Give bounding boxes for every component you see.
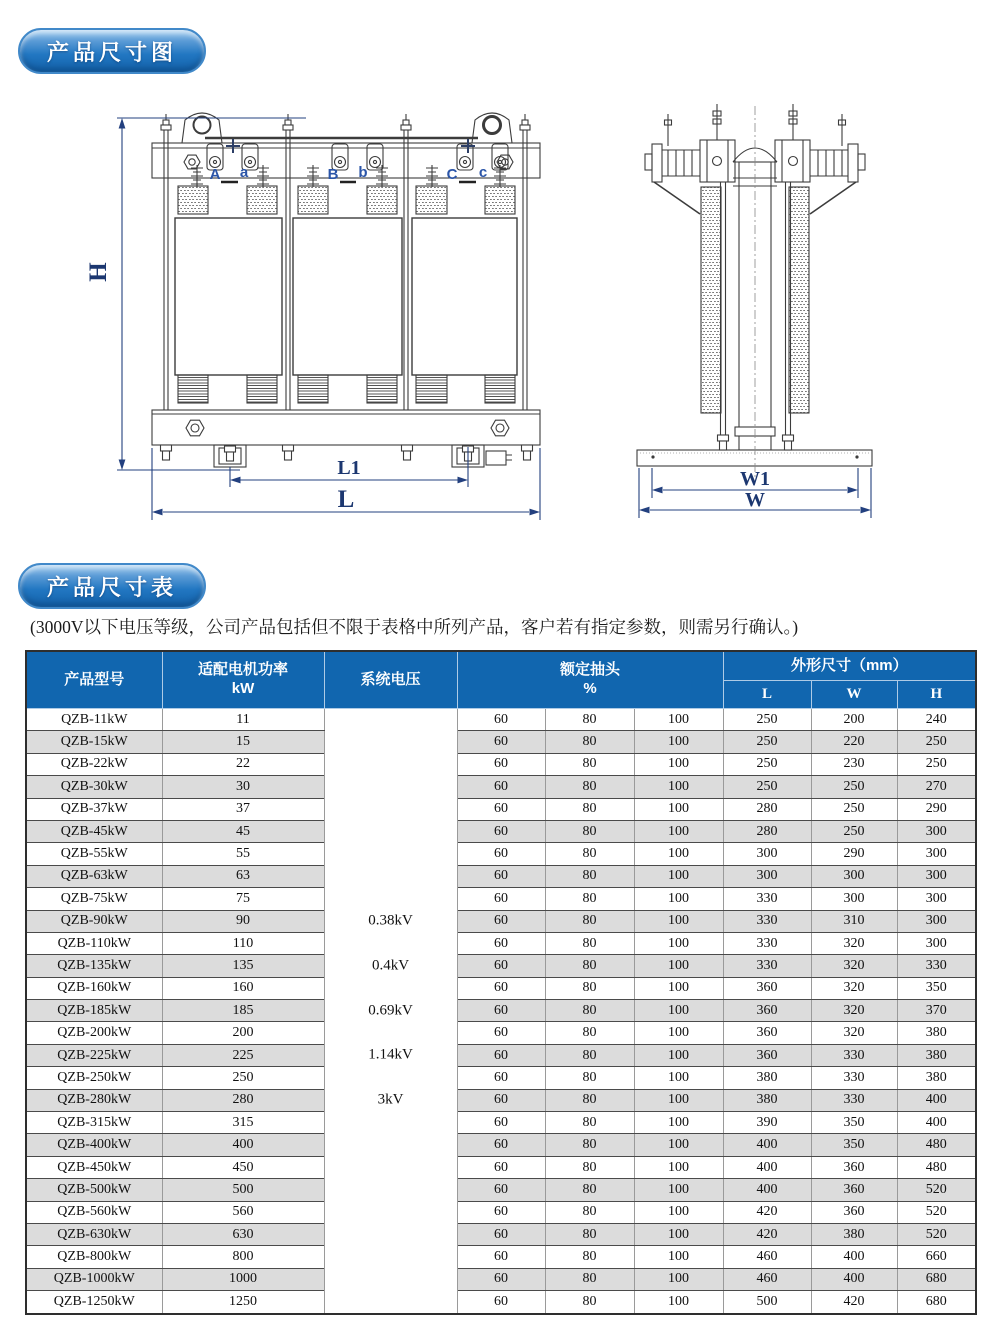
- dim-W-cell: 320: [811, 1000, 897, 1022]
- dim-H-cell: 380: [897, 1022, 976, 1044]
- power-cell: 185: [162, 1000, 324, 1022]
- tap-cell: 60: [457, 820, 545, 842]
- dim-W-cell: 320: [811, 977, 897, 999]
- tap-cell: 100: [634, 1022, 723, 1044]
- l1-dimension-label: L1: [337, 457, 361, 479]
- table-row: [26, 753, 976, 775]
- table-row: [26, 865, 976, 887]
- voltage-label: 0.4kV: [371, 957, 410, 974]
- power-cell: 315: [162, 1112, 324, 1134]
- voltage-label: 3kV: [377, 1091, 404, 1108]
- tap-cell: 80: [545, 820, 634, 842]
- power-cell: 225: [162, 1044, 324, 1066]
- dim-L-cell: 330: [723, 955, 811, 977]
- power-cell: 135: [162, 955, 324, 977]
- dim-W-cell: 310: [811, 910, 897, 932]
- dim-H-cell: 520: [897, 1201, 976, 1223]
- tap-cell: 80: [545, 1000, 634, 1022]
- tap-cell: 100: [634, 798, 723, 820]
- tap-cell: 100: [634, 1067, 723, 1089]
- tap-cell: 60: [457, 1246, 545, 1268]
- power-cell: 450: [162, 1156, 324, 1178]
- model-cell: QZB-90kW: [26, 910, 162, 932]
- dim-W-cell: 330: [811, 1067, 897, 1089]
- tap-cell: 100: [634, 1089, 723, 1111]
- tap-cell: 80: [545, 1268, 634, 1290]
- model-cell: QZB-22kW: [26, 753, 162, 775]
- tap-cell: 60: [457, 776, 545, 798]
- model-cell: QZB-800kW: [26, 1246, 162, 1268]
- tap-cell: 60: [457, 1089, 545, 1111]
- dim-W-cell: 300: [811, 888, 897, 910]
- dim-L-cell: 380: [723, 1089, 811, 1111]
- dim-W-cell: 360: [811, 1201, 897, 1223]
- dim-L-cell: 400: [723, 1156, 811, 1178]
- dim-W-cell: 350: [811, 1134, 897, 1156]
- dim-H-cell: 250: [897, 731, 976, 753]
- dim-H-cell: 300: [897, 888, 976, 910]
- phase-label-A: A: [209, 166, 221, 183]
- power-cell: 75: [162, 888, 324, 910]
- model-cell: QZB-560kW: [26, 1201, 162, 1223]
- dim-L-cell: 300: [723, 843, 811, 865]
- dim-L-cell: 380: [723, 1067, 811, 1089]
- dim-L-cell: 360: [723, 1022, 811, 1044]
- table-row: [26, 1022, 976, 1044]
- tap-cell: 100: [634, 1268, 723, 1290]
- power-cell: 22: [162, 753, 324, 775]
- dim-W-cell: 330: [811, 1089, 897, 1111]
- dim-W-cell: 230: [811, 753, 897, 775]
- table-body: [26, 709, 976, 1314]
- table-row: [26, 977, 976, 999]
- model-cell: QZB-225kW: [26, 1044, 162, 1066]
- model-cell: QZB-630kW: [26, 1223, 162, 1245]
- system-voltage-cell: [324, 709, 457, 1314]
- section-badge-dimension-table: [18, 563, 206, 609]
- tap-cell: 100: [634, 932, 723, 954]
- model-cell: QZB-75kW: [26, 888, 162, 910]
- header-voltage: 系统电压: [324, 651, 457, 709]
- power-cell: 11: [162, 709, 324, 731]
- model-cell: QZB-500kW: [26, 1179, 162, 1201]
- tap-cell: 100: [634, 1000, 723, 1022]
- dim-L-cell: 280: [723, 820, 811, 842]
- tap-cell: 100: [634, 1223, 723, 1245]
- dim-W-cell: 220: [811, 731, 897, 753]
- dim-H-cell: 400: [897, 1112, 976, 1134]
- product-dimension-table: [25, 650, 977, 1315]
- dim-L-cell: 330: [723, 910, 811, 932]
- dim-W-cell: 350: [811, 1112, 897, 1134]
- dim-L-cell: 300: [723, 865, 811, 887]
- model-cell: QZB-55kW: [26, 843, 162, 865]
- dim-L-cell: 250: [723, 709, 811, 731]
- power-cell: 200: [162, 1022, 324, 1044]
- table-row: [26, 910, 976, 932]
- dim-H-cell: 400: [897, 1089, 976, 1111]
- dim-H-cell: 380: [897, 1067, 976, 1089]
- dim-L-cell: 420: [723, 1201, 811, 1223]
- tap-cell: 60: [457, 843, 545, 865]
- tap-cell: 80: [545, 977, 634, 999]
- dim-H-cell: 300: [897, 865, 976, 887]
- table-row: [26, 1223, 976, 1245]
- dim-H-cell: 330: [897, 955, 976, 977]
- voltage-label: 1.14kV: [368, 1046, 413, 1063]
- dim-W-cell: 420: [811, 1291, 897, 1314]
- table-row: [26, 843, 976, 865]
- tap-cell: 60: [457, 709, 545, 731]
- tap-cell: 100: [634, 1179, 723, 1201]
- dim-L-cell: 400: [723, 1179, 811, 1201]
- dim-H-cell: 680: [897, 1291, 976, 1314]
- dim-H-cell: 380: [897, 1044, 976, 1066]
- power-cell: 15: [162, 731, 324, 753]
- model-cell: QZB-110kW: [26, 932, 162, 954]
- dim-L-cell: 330: [723, 888, 811, 910]
- dim-L-cell: 250: [723, 731, 811, 753]
- table-row: [26, 1067, 976, 1089]
- tap-cell: 80: [545, 1179, 634, 1201]
- dim-H-cell: 350: [897, 977, 976, 999]
- tap-cell: 60: [457, 1156, 545, 1178]
- tap-cell: 60: [457, 910, 545, 932]
- power-cell: 30: [162, 776, 324, 798]
- tap-cell: 100: [634, 1156, 723, 1178]
- table-row: [26, 731, 976, 753]
- dim-W-cell: 250: [811, 776, 897, 798]
- tap-cell: 60: [457, 1067, 545, 1089]
- table-row: [26, 709, 976, 731]
- tap-cell: 80: [545, 1223, 634, 1245]
- tap-cell: 80: [545, 865, 634, 887]
- table-note: (3000V以下电压等级，公司产品包括但不限于表格中所列产品，客户若有指定参数，则需另行确认。): [30, 617, 799, 637]
- tap-cell: 100: [634, 1044, 723, 1066]
- model-cell: QZB-400kW: [26, 1134, 162, 1156]
- dim-W-cell: 330: [811, 1044, 897, 1066]
- power-cell: 90: [162, 910, 324, 932]
- tap-cell: 80: [545, 1022, 634, 1044]
- dim-H-cell: 370: [897, 1000, 976, 1022]
- dim-W-cell: 360: [811, 1156, 897, 1178]
- header-taps: [457, 651, 723, 709]
- power-cell: 280: [162, 1089, 324, 1111]
- phase-label-B: B: [327, 166, 339, 183]
- table-row: [26, 1044, 976, 1066]
- tap-cell: 80: [545, 1067, 634, 1089]
- dim-W-cell: 320: [811, 955, 897, 977]
- section-title-dimension-table: 产品尺寸表: [46, 574, 177, 600]
- dim-H-cell: 270: [897, 776, 976, 798]
- tap-cell: 100: [634, 888, 723, 910]
- tap-cell: 100: [634, 977, 723, 999]
- dim-W-cell: 200: [811, 709, 897, 731]
- model-cell: QZB-185kW: [26, 1000, 162, 1022]
- dim-H-cell: 680: [897, 1268, 976, 1290]
- dim-W-cell: 400: [811, 1246, 897, 1268]
- section-title-dimension-diagram: 产品尺寸图: [46, 39, 177, 65]
- header-dim-l: L: [723, 681, 811, 709]
- tap-cell: 60: [457, 1223, 545, 1245]
- table-row: [26, 1201, 976, 1223]
- power-cell: 55: [162, 843, 324, 865]
- dim-L-cell: 360: [723, 1044, 811, 1066]
- phase-label-c: c: [478, 164, 488, 181]
- tap-cell: 60: [457, 1112, 545, 1134]
- tap-cell: 60: [457, 977, 545, 999]
- dim-W-cell: 360: [811, 1179, 897, 1201]
- tap-cell: 100: [634, 820, 723, 842]
- tap-cell: 100: [634, 1112, 723, 1134]
- dim-H-cell: 300: [897, 932, 976, 954]
- dim-W-cell: 290: [811, 843, 897, 865]
- phase-label-b: b: [358, 164, 368, 181]
- table-row: [26, 798, 976, 820]
- product-dimension-drawing: [0, 90, 1000, 550]
- model-cell: QZB-160kW: [26, 977, 162, 999]
- tap-cell: 60: [457, 1134, 545, 1156]
- table-row: [26, 1246, 976, 1268]
- model-cell: QZB-30kW: [26, 776, 162, 798]
- tap-cell: 80: [545, 910, 634, 932]
- power-cell: 63: [162, 865, 324, 887]
- table-row: [26, 932, 976, 954]
- tap-cell: 60: [457, 1179, 545, 1201]
- power-cell: 45: [162, 820, 324, 842]
- dim-H-cell: 520: [897, 1179, 976, 1201]
- dim-H-cell: 480: [897, 1156, 976, 1178]
- tap-cell: 100: [634, 709, 723, 731]
- dim-W-cell: 400: [811, 1268, 897, 1290]
- model-cell: QZB-63kW: [26, 865, 162, 887]
- tap-cell: 60: [457, 798, 545, 820]
- w1-dimension-label: W1: [740, 468, 770, 490]
- tap-cell: 100: [634, 1134, 723, 1156]
- tap-cell: 60: [457, 1268, 545, 1290]
- power-cell: 630: [162, 1223, 324, 1245]
- table-row: [26, 1268, 976, 1290]
- tap-cell: 80: [545, 1201, 634, 1223]
- phase-label-a: a: [239, 164, 249, 181]
- header-taps-line1: 额定抽头: [560, 661, 621, 679]
- voltage-label: 0.38kV: [368, 912, 413, 929]
- dim-H-cell: 300: [897, 820, 976, 842]
- tap-cell: 60: [457, 731, 545, 753]
- model-cell: QZB-45kW: [26, 820, 162, 842]
- tap-cell: 60: [457, 888, 545, 910]
- dim-H-cell: 300: [897, 910, 976, 932]
- power-cell: 1000: [162, 1268, 324, 1290]
- table-row: [26, 888, 976, 910]
- model-cell: QZB-11kW: [26, 709, 162, 731]
- tap-cell: 60: [457, 1000, 545, 1022]
- tap-cell: 80: [545, 798, 634, 820]
- tap-cell: 80: [545, 955, 634, 977]
- phase-label-C: C: [446, 166, 458, 183]
- tap-cell: 60: [457, 1022, 545, 1044]
- tap-cell: 100: [634, 776, 723, 798]
- tap-cell: 100: [634, 955, 723, 977]
- dim-L-cell: 360: [723, 977, 811, 999]
- header-power-line2: kW: [231, 680, 255, 697]
- dim-H-cell: 660: [897, 1246, 976, 1268]
- table-row: [26, 1134, 976, 1156]
- table-row: [26, 1112, 976, 1134]
- table-row: [26, 1000, 976, 1022]
- model-cell: QZB-450kW: [26, 1156, 162, 1178]
- section-badge-dimension-diagram: [18, 28, 206, 74]
- dim-H-cell: 520: [897, 1223, 976, 1245]
- model-cell: QZB-37kW: [26, 798, 162, 820]
- tap-cell: 100: [634, 731, 723, 753]
- tap-cell: 60: [457, 955, 545, 977]
- table-row: [26, 1291, 976, 1314]
- tap-cell: 80: [545, 932, 634, 954]
- dim-L-cell: 390: [723, 1112, 811, 1134]
- dim-W-cell: 250: [811, 798, 897, 820]
- dim-H-cell: 240: [897, 709, 976, 731]
- dim-W-cell: 250: [811, 820, 897, 842]
- model-cell: QZB-135kW: [26, 955, 162, 977]
- model-cell: QZB-15kW: [26, 731, 162, 753]
- header-taps-line2: %: [583, 680, 597, 697]
- tap-cell: 100: [634, 843, 723, 865]
- dim-L-cell: 400: [723, 1134, 811, 1156]
- dim-L-cell: 250: [723, 776, 811, 798]
- model-cell: QZB-250kW: [26, 1067, 162, 1089]
- table-row: [26, 1089, 976, 1111]
- tap-cell: 60: [457, 932, 545, 954]
- dim-L-cell: 460: [723, 1246, 811, 1268]
- tap-cell: 80: [545, 1291, 634, 1314]
- dim-H-cell: 300: [897, 843, 976, 865]
- tap-cell: 80: [545, 1112, 634, 1134]
- power-cell: 400: [162, 1134, 324, 1156]
- tap-cell: 100: [634, 910, 723, 932]
- power-cell: 250: [162, 1067, 324, 1089]
- tap-cell: 80: [545, 1089, 634, 1111]
- tap-cell: 100: [634, 1291, 723, 1314]
- table-row: [26, 820, 976, 842]
- dim-L-cell: 460: [723, 1268, 811, 1290]
- header-power: [162, 651, 324, 709]
- tap-cell: 60: [457, 1201, 545, 1223]
- model-cell: QZB-280kW: [26, 1089, 162, 1111]
- power-cell: 110: [162, 932, 324, 954]
- tap-cell: 100: [634, 1246, 723, 1268]
- tap-cell: 100: [634, 1201, 723, 1223]
- dim-L-cell: 250: [723, 753, 811, 775]
- power-cell: 500: [162, 1179, 324, 1201]
- header-dim-h: H: [897, 681, 976, 709]
- dim-W-cell: 320: [811, 932, 897, 954]
- tap-cell: 80: [545, 731, 634, 753]
- tap-cell: 80: [545, 843, 634, 865]
- power-cell: 1250: [162, 1291, 324, 1314]
- tap-cell: 60: [457, 1291, 545, 1314]
- tap-cell: 80: [545, 888, 634, 910]
- model-cell: QZB-200kW: [26, 1022, 162, 1044]
- h-dimension-label: H: [85, 262, 112, 282]
- w-dimension-label: W: [745, 489, 765, 511]
- model-cell: QZB-1000kW: [26, 1268, 162, 1290]
- side-view: [637, 104, 872, 478]
- tap-cell: 60: [457, 1044, 545, 1066]
- dim-W-cell: 380: [811, 1223, 897, 1245]
- header-power-line1: 适配电机功率: [197, 661, 288, 679]
- voltage-label: 0.69kV: [368, 1002, 413, 1019]
- header-model: 产品型号: [26, 651, 162, 709]
- model-cell: QZB-315kW: [26, 1112, 162, 1134]
- header-dim-w: W: [811, 681, 897, 709]
- table-header: [26, 651, 976, 709]
- tap-cell: 100: [634, 865, 723, 887]
- dim-L-cell: 360: [723, 1000, 811, 1022]
- table-row: [26, 1156, 976, 1178]
- tap-cell: 80: [545, 1156, 634, 1178]
- dim-W-cell: 320: [811, 1022, 897, 1044]
- dim-L-cell: 280: [723, 798, 811, 820]
- dim-L-cell: 500: [723, 1291, 811, 1314]
- tap-cell: 80: [545, 1134, 634, 1156]
- dim-L-cell: 420: [723, 1223, 811, 1245]
- tap-cell: 100: [634, 753, 723, 775]
- tap-cell: 60: [457, 753, 545, 775]
- tap-cell: 80: [545, 776, 634, 798]
- tap-cell: 80: [545, 1044, 634, 1066]
- header-dimensions: 外形尺寸（mm）: [723, 651, 976, 681]
- coil-body: [175, 218, 517, 375]
- dim-W-cell: 300: [811, 865, 897, 887]
- power-cell: 800: [162, 1246, 324, 1268]
- power-cell: 37: [162, 798, 324, 820]
- dim-H-cell: 250: [897, 753, 976, 775]
- power-cell: 160: [162, 977, 324, 999]
- table-row: [26, 776, 976, 798]
- dim-H-cell: 480: [897, 1134, 976, 1156]
- dim-L-cell: 330: [723, 932, 811, 954]
- tap-cell: 60: [457, 865, 545, 887]
- tap-cell: 80: [545, 1246, 634, 1268]
- table-row: [26, 1179, 976, 1201]
- tap-cell: 80: [545, 753, 634, 775]
- tap-cell: 80: [545, 709, 634, 731]
- l-dimension-label: L: [337, 486, 355, 513]
- power-cell: 560: [162, 1201, 324, 1223]
- dim-H-cell: 290: [897, 798, 976, 820]
- table-row: [26, 955, 976, 977]
- model-cell: QZB-1250kW: [26, 1291, 162, 1314]
